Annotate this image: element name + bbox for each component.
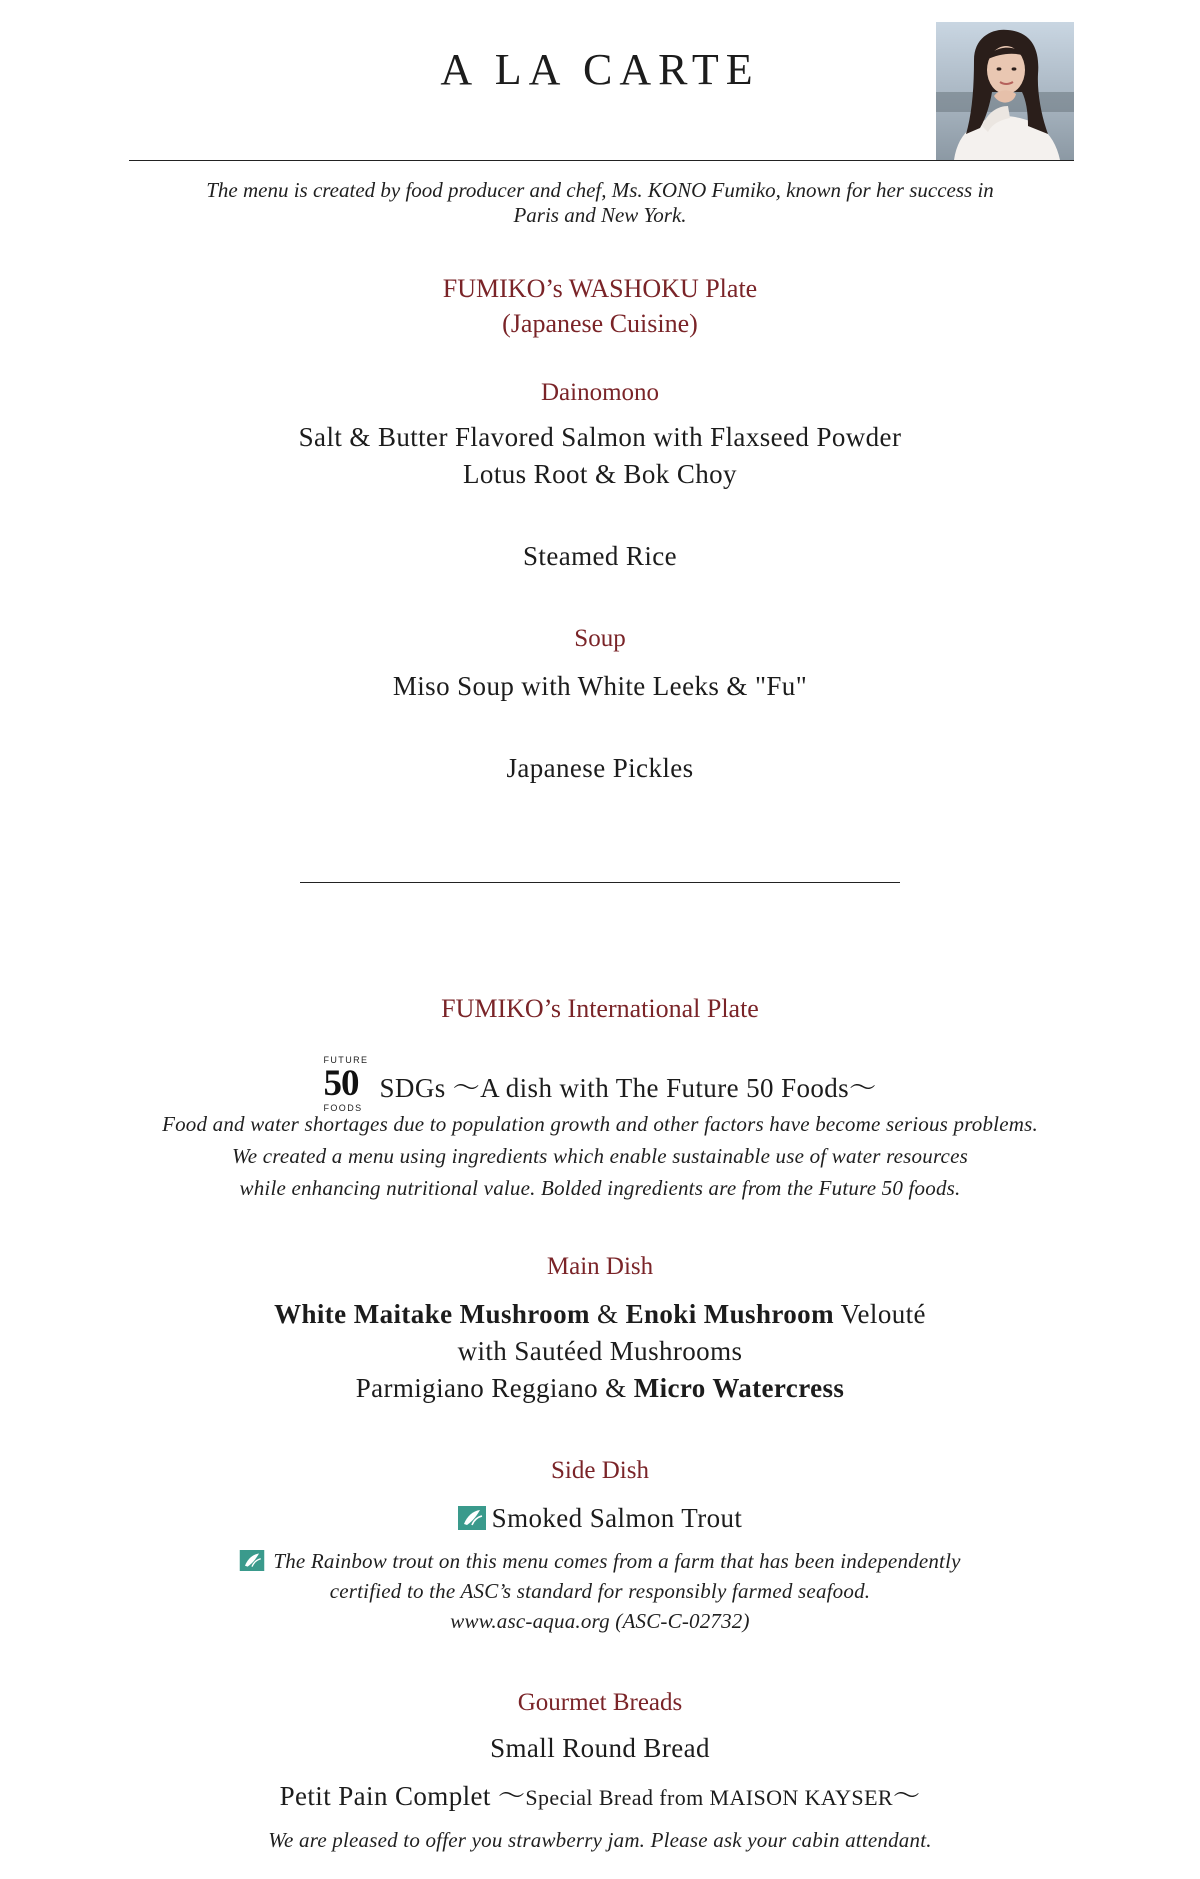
chef-introduction [0,178,1200,228]
soup-heading: Soup [574,625,626,652]
note-line: We created a menu using ingredients which enable sustainable use of water resources [232,1144,968,1168]
gourmet-breads-heading: Gourmet Breads [517,1689,683,1716]
international-plate-title: FUMIKO’s International Plate [441,994,759,1023]
logo-top-text: FUTURE [323,1055,369,1065]
bread-name: Petit Pain Complet ～ [279,1781,526,1811]
bread-item [0,1778,1200,1816]
sdgs-line [0,1055,1200,1113]
dainomono-item: Lotus Root & Bok Choy [463,459,737,489]
future50-ingredient: Enoki Mushroom [625,1299,834,1329]
future50-ingredient: White Maitake Mushroom [274,1299,590,1329]
soup-item: Miso Soup with White Leeks & "Fu" [392,671,808,701]
future50-ingredient: Micro Watercress [633,1373,845,1403]
main-dish-heading: Main Dish [546,1253,654,1280]
pickles-item: Japanese Pickles [506,753,694,783]
logo-bottom-text: FOODS [323,1103,363,1113]
section-divider [300,882,900,883]
bread-description: Special Bread from MAISON KAYSER [525,1785,893,1810]
note-line: while enhancing nutritional value. Bolded ingredients are from the Future 50 foods. [239,1176,961,1200]
dish-text: Parmigiano Reggiano & [355,1373,634,1403]
jam-note: We are pleased to offer you strawberry jam. Please ask your cabin attendant. [268,1828,932,1852]
asc-text: The Rainbow trout on this menu comes from a farm that has been independently [273,1549,961,1573]
asc-note [0,1546,1200,1636]
bread-suffix: ～ [892,1781,921,1811]
side-dish-heading: Side Dish [551,1457,649,1484]
bread-item: Small Round Bread [490,1733,710,1763]
ampersand: & [589,1299,626,1329]
dish-text: Velouté [833,1299,926,1329]
side-dish-line [0,1500,1200,1537]
asc-certified-fish-icon [239,1550,265,1571]
main-dish-line [0,1370,1200,1407]
asc-note-line [0,1546,1200,1576]
main-dish-line: with Sautéed Mushrooms [457,1336,743,1366]
washoku-plate-subtitle: (Japanese Cuisine) [502,309,698,338]
sustainability-note [0,1108,1200,1204]
asc-reference: www.asc-aqua.org (ASC-C-02732) [450,1609,750,1633]
future-50-foods-logo [324,1055,378,1113]
logo-number: 50 [323,1063,359,1104]
main-dish-line [0,1296,1200,1333]
dainomono-item: Salt & Butter Flavored Salmon with Flaxseed Powder [298,422,902,452]
intro-line: Paris and New York. [513,203,687,227]
side-dish-name: Smoked Salmon Trout [491,1503,743,1533]
note-line: Food and water shortages due to population growth and other factors have become serious problems. [162,1112,1038,1136]
sdgs-heading: SDGs ～A dish with The Future 50 Foods～ [379,1073,877,1103]
chef-photo [936,22,1074,160]
rice-item: Steamed Rice [523,541,677,571]
asc-note-line: certified to the ASC’s standard for responsibly farmed seafood. [329,1579,871,1603]
dainomono-heading: Dainomono [540,379,660,406]
header-divider [129,160,1074,161]
page-title: A LA CARTE [440,45,760,94]
intro-line: The menu is created by food producer and chef, Ms. KONO Fumiko, known for her success in [206,178,994,202]
washoku-plate-title: FUMIKO’s WASHOKU Plate [442,274,758,303]
asc-certified-fish-icon [458,1506,486,1530]
